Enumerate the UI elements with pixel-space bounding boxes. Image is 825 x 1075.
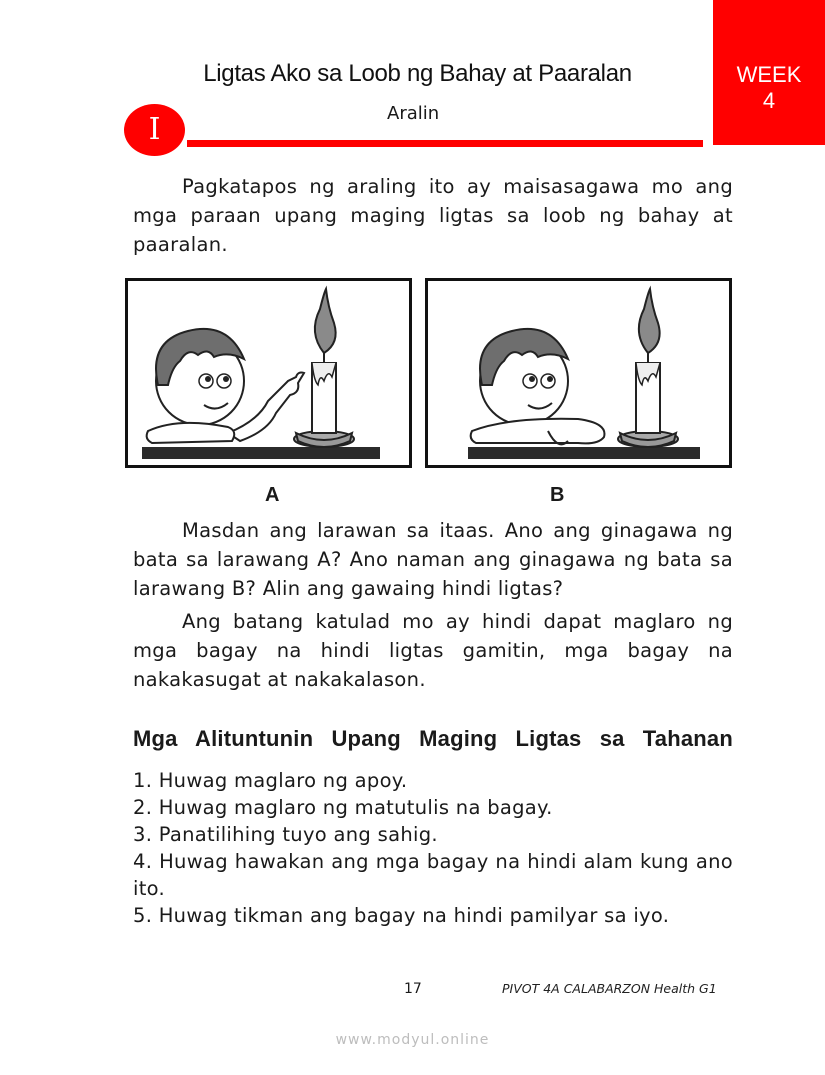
footer-source: PIVOT 4A CALABARZON Health G1 [502,981,717,996]
week-label: WEEK [736,62,802,87]
page-subtitle: Aralin [387,103,440,124]
week-number: 4 [762,88,776,113]
picture-b-label: B [550,484,565,506]
section-marker: I [124,104,185,156]
rules-heading: Mga Alituntunin Upang Maging Ligtas sa Tahanan [133,726,733,751]
picture-b [425,278,732,468]
list-item: 5. Huwag tikman ang bagay na hindi pamilyar sa iyo. [133,904,670,927]
watermark: www.modyul.online [335,1032,490,1048]
picture-a [125,278,412,468]
header-divider [187,140,703,147]
list-item: 3. Panatilihing tuyo ang sahig. [133,823,438,846]
child-resting-near-candle-icon [428,281,729,465]
page-number: 17 [404,981,422,997]
safety-paragraph: Ang batang katulad mo ay hindi dapat maglaro ng mga bagay na hindi ligtas gamitin, mga bagay na nakakasugat at nakakalason. [133,610,733,691]
child-pointing-at-candle-icon [128,281,409,465]
list-item: 4. Huwag hawakan ang mga bagay na hindi alam kung ano ito. [133,850,733,900]
list-item: 1. Huwag maglaro ng apoy. [133,769,408,792]
page-title: Ligtas Ako sa Loob ng Bahay at Paaralan [203,60,632,87]
picture-a-label: A [265,484,280,506]
question-paragraph: Masdan ang larawan sa itaas. Ano ang ginagawa ng bata sa larawang A? Ano naman ang ginagawa ng bata sa larawang B? Alin ang gawaing hindi ligtas? [133,519,733,600]
list-item: 2. Huwag maglaro ng matutulis na bagay. [133,796,553,819]
intro-paragraph: Pagkatapos ng araling ito ay maisasagawa mo ang mga paraan upang maging ligtas sa loob ng bahay at paaralan. [133,175,733,256]
rules-list [133,767,733,929]
